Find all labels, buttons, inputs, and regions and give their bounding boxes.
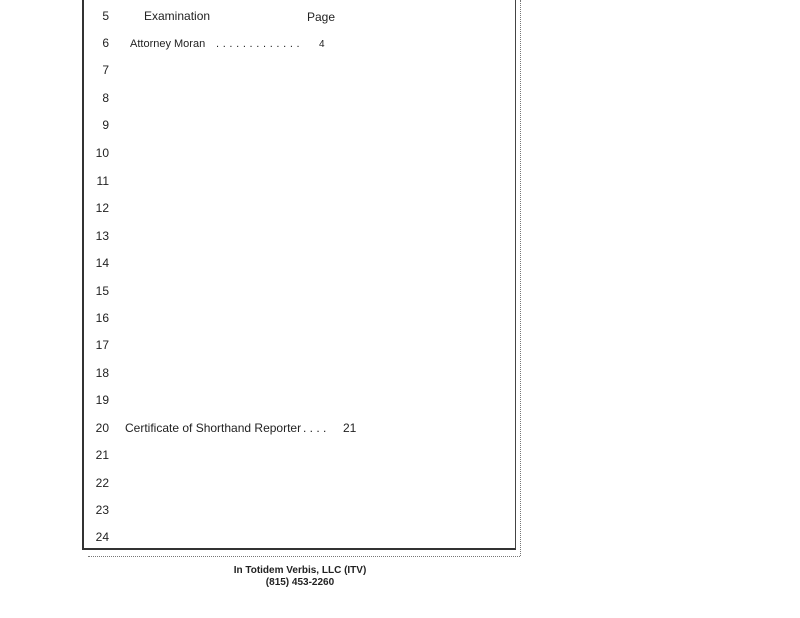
line-number: 12 — [95, 201, 109, 215]
examination-heading: Examination — [144, 9, 211, 23]
entry-label: Certificate of Shorthand Reporter — [125, 421, 302, 435]
line-number: 16 — [95, 311, 109, 325]
line-number: 18 — [95, 366, 109, 380]
page-heading: Page — [307, 10, 336, 24]
entry-leader: . . . . — [303, 421, 327, 435]
reporter-phone: (815) 453-2260 — [265, 577, 335, 588]
line-number: 7 — [102, 63, 109, 77]
reporter-company: In Totidem Verbis, LLC (ITV) — [233, 565, 367, 576]
page-edge-right — [516, 0, 521, 556]
line-number: 22 — [95, 476, 109, 490]
entry-page: 4 — [319, 39, 325, 50]
line-number: 15 — [95, 284, 109, 298]
line-number: 17 — [95, 338, 109, 352]
entry-leader: . . . . . . . . . . . . . — [216, 38, 300, 50]
page-edge-bottom — [88, 552, 520, 557]
line-number: 23 — [95, 503, 109, 517]
line-number: 10 — [95, 146, 109, 160]
line-number: 6 — [102, 36, 109, 50]
transcript-page — [82, 0, 516, 550]
line-number: 8 — [102, 91, 109, 105]
entry-label: Attorney Moran — [130, 38, 206, 50]
line-number: 9 — [102, 118, 109, 132]
line-number: 21 — [95, 448, 109, 462]
line-number: 5 — [102, 9, 109, 23]
line-number: 14 — [95, 256, 109, 270]
line-number: 19 — [95, 393, 109, 407]
line-number: 20 — [95, 421, 109, 435]
entry-page: 21 — [343, 421, 357, 435]
line-number: 11 — [96, 174, 109, 188]
line-number: 24 — [95, 530, 109, 544]
line-number: 13 — [95, 229, 109, 243]
